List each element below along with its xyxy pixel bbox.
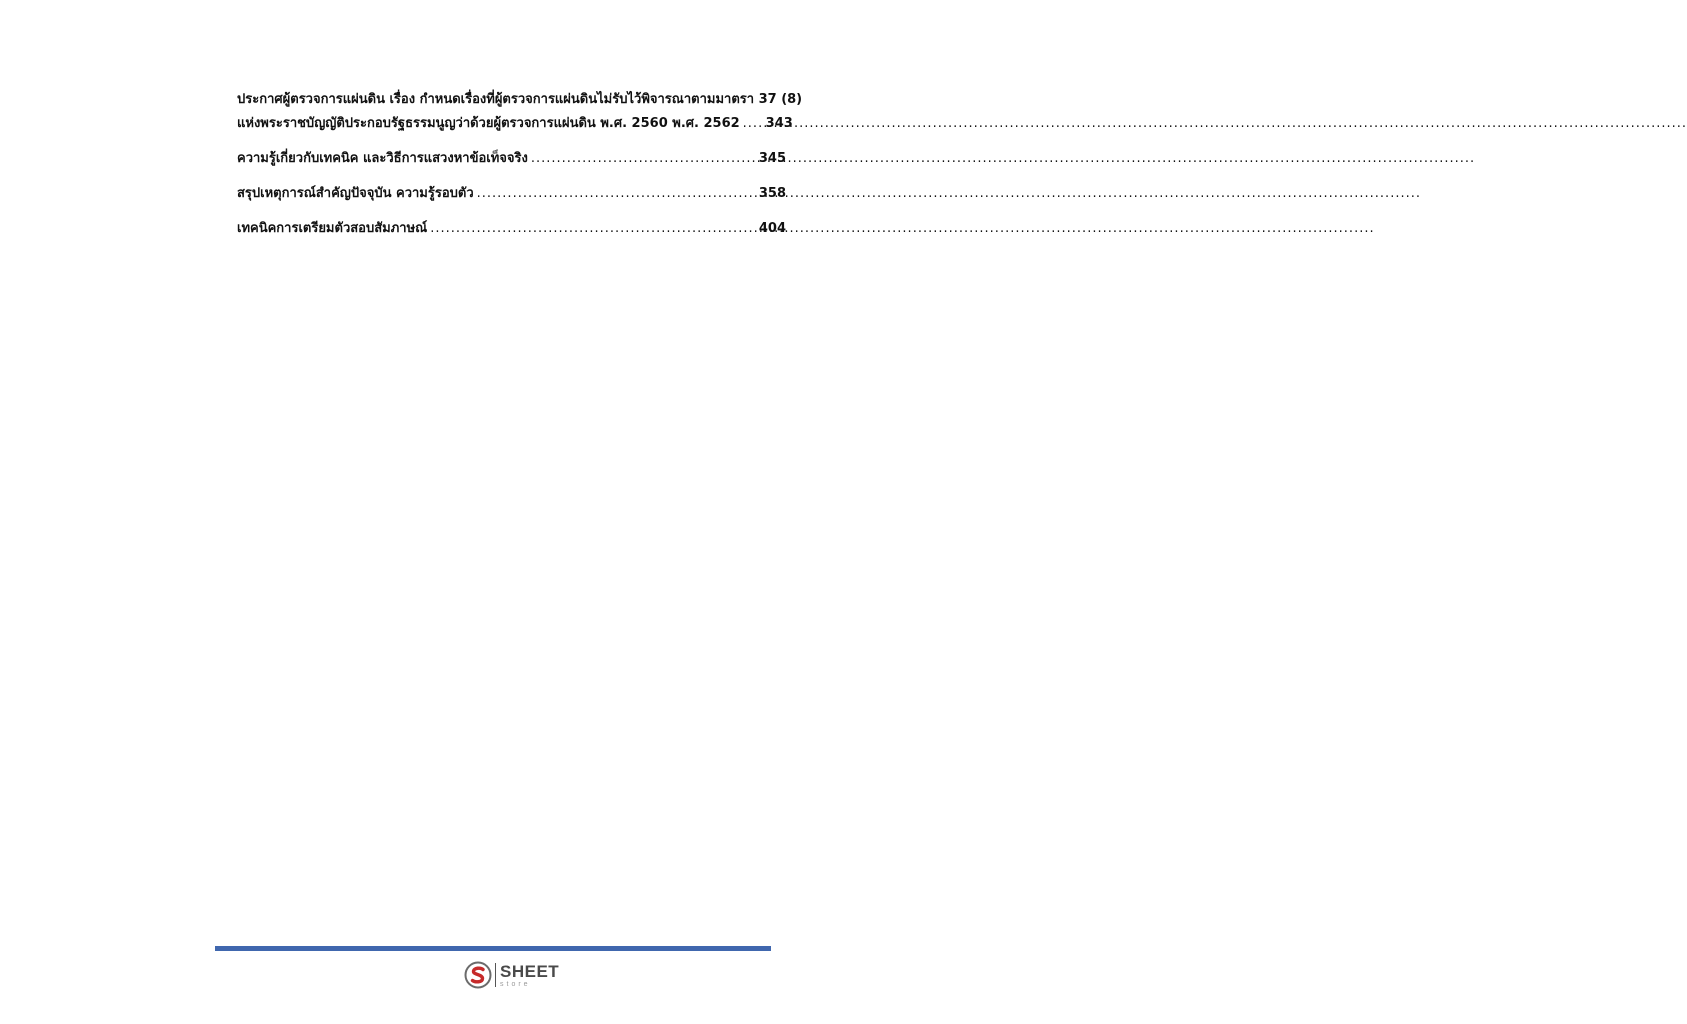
logo-separator [495,963,496,987]
footer-divider [215,946,771,951]
toc-entry-title: ความรู้เกี่ยวกับเทคนิค และวิธีการแสวงหาข้อเท็จจริง [237,151,528,166]
toc-entry-second-line [237,112,793,136]
toc-page-number: 345 [758,151,786,166]
toc-entry-line [237,217,786,241]
logo-text [500,963,559,988]
toc-entry-title-cont: แห่งพระราชบัญญัติประกอบรัฐธรรมนูญว่าด้วยผู้ตรวจการแผ่นดิน พ.ศ. 2560 พ.ศ. 2562 [237,116,740,131]
toc-leader-dots [477,182,756,206]
toc-page-number: 343 [765,116,793,131]
toc-entry-line [237,147,786,171]
logo-wordmark: SHEET [500,961,560,981]
sheet-store-logo [464,960,559,990]
toc-entry[interactable] [237,147,786,171]
table-of-contents [237,88,803,252]
toc-entry-first-line [237,88,803,112]
sheet-store-logo-icon [464,961,492,989]
toc-entry-line [237,182,786,206]
toc-entry[interactable] [237,217,786,241]
toc-entry-title: เทคนิคการเตรียมตัวสอบสัมภาษณ์ [237,221,428,236]
toc-entry-title: ประกาศผู้ตรวจการแผ่นดิน เรื่อง กำหนดเรื่องที่ผู้ตรวจการแผ่นดินไม่รับไว้พิจารณาตามมาตรา 37 (8) [237,92,803,107]
toc-entry[interactable] [237,88,803,136]
toc-leader-dots [430,217,756,241]
toc-page-number: 358 [758,186,786,201]
toc-page-number: 404 [758,221,786,236]
toc-entry-title: สรุปเหตุการณ์สำคัญปัจจุบัน ความรู้รอบตัว [237,186,474,201]
toc-entry[interactable] [237,182,786,206]
logo-subtitle: store [500,980,531,988]
toc-leader-dots [743,112,763,136]
toc-leader-dots [531,147,756,171]
